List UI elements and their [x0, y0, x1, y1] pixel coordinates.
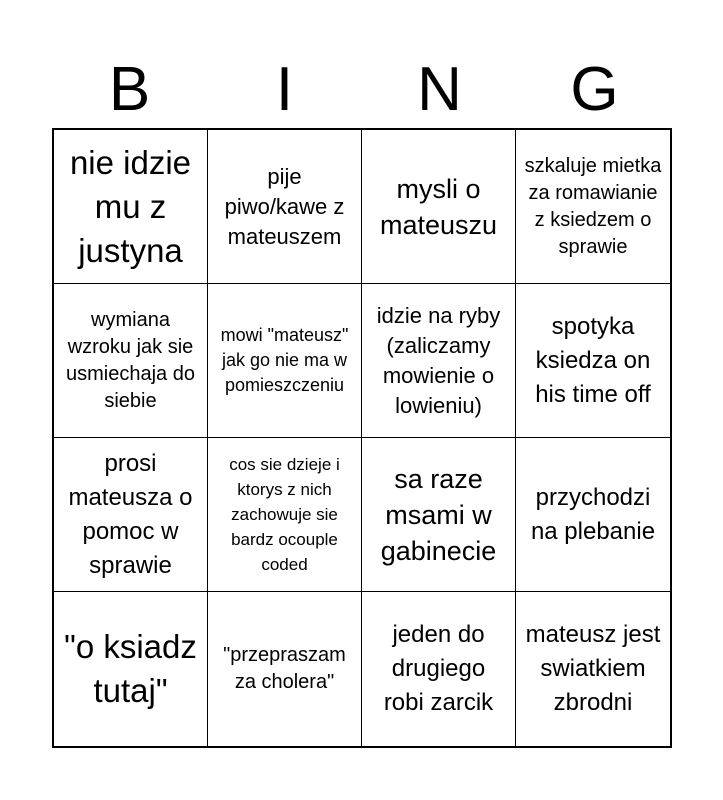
bingo-cell[interactable]: idzie na ryby (zaliczamy mowienie o lowieniu): [362, 284, 516, 438]
bingo-cell[interactable]: cos sie dzieje i ktorys z nich zachowuje sie bardz ocouple coded: [208, 438, 362, 592]
header-letter-g: G: [570, 55, 619, 124]
header-letter-b: B: [108, 55, 151, 124]
bingo-cell[interactable]: mateusz jest swiatkiem zbrodni: [525, 621, 661, 716]
bingo-cell[interactable]: "przepraszam za cholera": [208, 592, 362, 746]
bingo-board: [52, 128, 672, 748]
bingo-header: [52, 52, 672, 128]
bingo-cell[interactable]: szkaluje mietka za romawianie z ksiedzem o sprawie: [516, 130, 670, 284]
bingo-cell[interactable]: wymiana wzroku jak sie usmiechaja do siebie: [54, 284, 208, 438]
header-letter-i: I: [275, 55, 294, 124]
bingo-cell[interactable]: pije piwo/kawe z mateuszem: [208, 130, 362, 284]
bingo-cell[interactable]: spotyka ksiedza on his time off: [516, 284, 670, 438]
bingo-cell[interactable]: sa raze msami w gabinecie: [362, 438, 516, 592]
bingo-cell[interactable]: jeden do drugiego robi zarcik: [362, 592, 516, 746]
bingo-cell[interactable]: przychodzi na plebanie: [516, 438, 670, 592]
bingo-cell[interactable]: nie idzie mu z justyna: [54, 130, 208, 284]
bingo-cell[interactable]: "o ksiadz tutaj": [54, 592, 208, 746]
bingo-cell[interactable]: prosi mateusza o pomoc w sprawie: [54, 438, 208, 592]
bingo-cell[interactable]: mysli o mateuszu: [362, 130, 516, 284]
header-letter-n: N: [417, 55, 462, 124]
bingo-cell[interactable]: mowi "mateusz" jak go nie ma w pomieszczeniu: [208, 284, 362, 438]
